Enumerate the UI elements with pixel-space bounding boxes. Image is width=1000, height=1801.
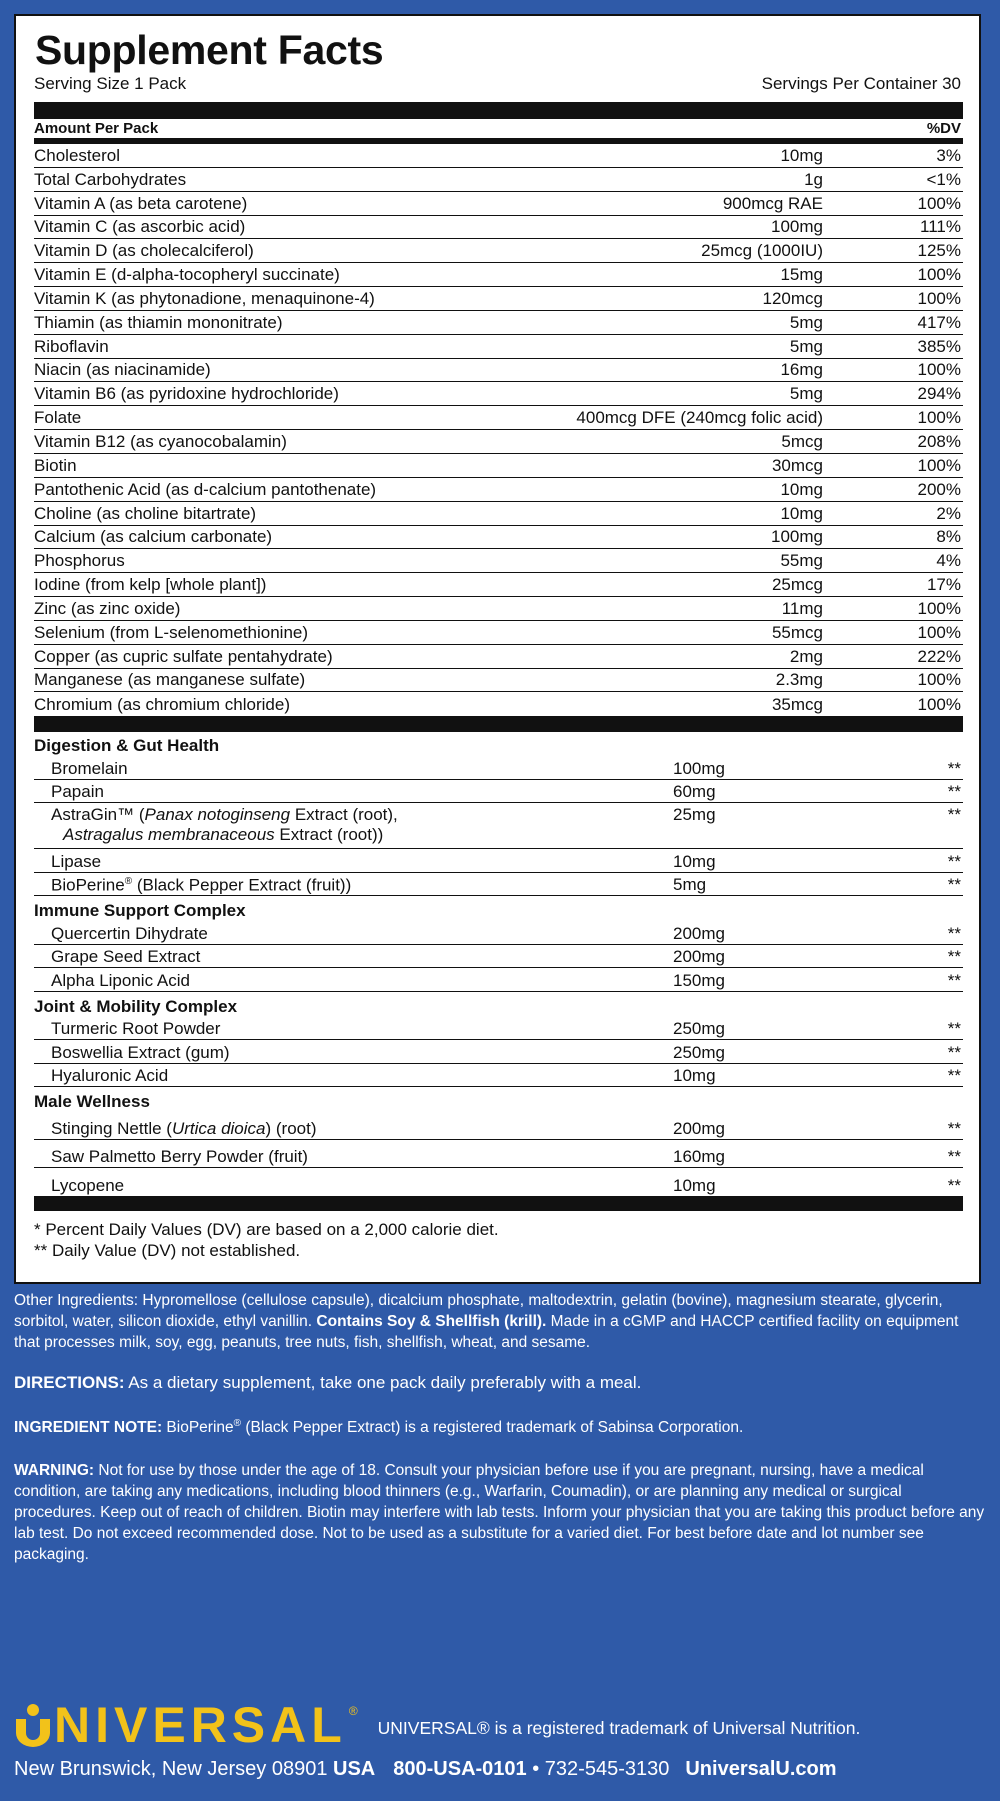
ingredient-dv: **	[947, 782, 961, 802]
nutrient-dv: 111%	[920, 217, 961, 237]
table-row	[34, 335, 963, 359]
table-row	[34, 968, 963, 992]
amount-per-pack-label: Amount Per Pack	[34, 120, 159, 137]
table-row	[34, 1168, 963, 1196]
ingredient-note-text: (Black Pepper Extract) is a registered trademark of Sabinsa Corporation.	[241, 1419, 744, 1437]
separator: •	[526, 1758, 545, 1780]
other-ingredients-text: Other Ingredients: Hypromellose (cellulose capsule), dicalcium phosphate, maltodextrin, gelatin (bovine), magnesium stearate, glycerin, sorbitol, water, silicon dioxide, ethyl vanillin.	[14, 1292, 943, 1330]
nutrient-amount: 100mg	[771, 527, 823, 547]
ingredient-name: Grape Seed Extract	[51, 947, 201, 967]
ingredient-dv: **	[947, 875, 961, 895]
other-ingredients	[14, 1290, 986, 1353]
nutrient-name: Cholesterol	[34, 145, 120, 165]
nutrient-amount: 10mg	[780, 479, 823, 499]
ingredient-name: Hyaluronic Acid	[51, 1066, 169, 1086]
supplement-facts-panel	[14, 14, 981, 1284]
table-row	[34, 1140, 963, 1168]
nutrient-amount: 15mg	[780, 265, 823, 285]
nutrient-name: Phosphorus	[34, 551, 125, 571]
nutrient-dv: <1%	[926, 169, 961, 189]
nutrient-amount: 100mg	[771, 217, 823, 237]
table-row	[34, 454, 963, 478]
nutrient-name: Chromium (as chromium chloride)	[34, 695, 291, 715]
nutrient-amount: 2mg	[789, 646, 823, 666]
table-row	[34, 192, 963, 216]
universal-logo	[14, 1697, 358, 1753]
name-part: (Black Pepper Extract (fruit))	[132, 875, 352, 895]
nutrient-table	[34, 144, 963, 716]
nutrient-amount: 400mcg DFE (240mcg folic acid)	[576, 408, 823, 428]
digestion-blend	[34, 734, 963, 896]
table-row	[34, 216, 963, 240]
ingredient-note-text: BioPerine	[162, 1419, 234, 1437]
nutrient-amount: 900mcg RAE	[722, 193, 823, 213]
table-row	[34, 526, 963, 550]
section-title-male: Male Wellness	[34, 1092, 150, 1112]
table-row	[34, 263, 963, 287]
nutrient-name: Riboflavin	[34, 336, 109, 356]
table-row	[34, 311, 963, 335]
ingredient-amount: 60mg	[673, 782, 716, 802]
nutrient-dv: 125%	[917, 241, 961, 261]
warning-label: WARNING:	[14, 1462, 95, 1479]
nutrient-name: Total Carbohydrates	[34, 169, 187, 189]
nutrient-name: Manganese (as manganese sulfate)	[34, 670, 306, 690]
ingredient-dv: **	[947, 1147, 961, 1167]
divider-bar	[34, 102, 963, 119]
ingredient-amount: 10mg	[673, 851, 716, 871]
table-row	[34, 430, 963, 454]
table-row	[34, 1017, 963, 1041]
country: USA	[333, 1758, 376, 1780]
nutrient-dv: 4%	[936, 551, 961, 571]
ingredient-dv: **	[947, 947, 961, 967]
nutrient-name: Vitamin B6 (as pyridoxine hydrochloride)	[34, 384, 339, 404]
ingredient-amount: 200mg	[673, 923, 725, 943]
directions-label: DIRECTIONS:	[14, 1373, 125, 1392]
nutrient-dv: 100%	[917, 622, 961, 642]
nutrient-dv: 100%	[917, 360, 961, 380]
directions-text: As a dietary supplement, take one pack daily preferably with a meal.	[124, 1373, 642, 1392]
ingredient-amount: 25mg	[673, 805, 716, 825]
ingredient-amount: 10mg	[673, 1176, 716, 1196]
name-part: AstraGin™ (	[51, 805, 145, 825]
registered-mark: ®	[124, 875, 133, 887]
nutrient-dv: 100%	[917, 193, 961, 213]
logo-u-icon	[14, 1703, 52, 1747]
address: New Brunswick, New Jersey 08901	[14, 1758, 334, 1780]
table-row	[34, 873, 963, 897]
nutrient-name: Copper (as cupric sulfate pentahydrate)	[34, 646, 333, 666]
divider-bar	[34, 716, 963, 732]
ingredient-amount: 10mg	[673, 1066, 716, 1086]
nutrient-dv: 294%	[917, 384, 961, 404]
name-part: Stinging Nettle (	[51, 1119, 172, 1139]
serving-info	[34, 74, 963, 94]
table-row	[34, 597, 963, 621]
table-row	[34, 692, 963, 716]
ingredient-dv: **	[947, 1066, 961, 1086]
servings-per-container: Servings Per Container 30	[761, 74, 961, 93]
ingredient-dv: **	[947, 758, 961, 778]
nutrient-amount: 2.3mg	[775, 670, 823, 690]
nutrient-name: Biotin	[34, 455, 77, 475]
name-part: Extract (root))	[274, 825, 384, 845]
ingredient-dv: **	[947, 970, 961, 990]
nutrient-name: Vitamin B12 (as cyanocobalamin)	[34, 431, 287, 451]
phone-local: 732-545-3130	[544, 1758, 670, 1780]
ingredient-name: Lycopene	[51, 1176, 125, 1196]
ingredient-name: Papain	[51, 782, 104, 802]
table-row	[34, 645, 963, 669]
facility-statement: Made in a cGMP and HACCP certified facility on equipment that processes milk, soy, egg, peanuts, tree nuts, fish, shellfish, wheat, and sesame.	[14, 1313, 959, 1351]
ingredient-amount: 100mg	[673, 758, 725, 778]
nutrient-dv: 222%	[917, 646, 961, 666]
nutrient-name: Pantothenic Acid (as d-calcium pantothenate)	[34, 479, 377, 499]
ingredient-name: Bromelain	[51, 758, 128, 778]
ingredient-dv: **	[947, 1176, 961, 1196]
name-part: Extract (root),	[290, 805, 398, 825]
nutrient-name: Vitamin K (as phytonadione, menaquinone-4)	[34, 288, 375, 308]
nutrient-amount: 1g	[804, 169, 823, 189]
nutrient-amount: 25mcg (1000IU)	[701, 241, 823, 261]
table-row	[34, 406, 963, 430]
nutrient-name: Vitamin C (as ascorbic acid)	[34, 217, 246, 237]
nutrient-name: Iodine (from kelp [whole plant])	[34, 575, 267, 595]
ingredient-name: Lipase	[51, 851, 102, 871]
not-established-footnote: ** Daily Value (DV) not established.	[34, 1241, 301, 1261]
joint-blend	[34, 995, 963, 1088]
nutrient-amount: 55mg	[780, 551, 823, 571]
ingredient-dv: **	[947, 1019, 961, 1039]
table-row	[34, 168, 963, 192]
section-title-joint: Joint & Mobility Complex	[34, 996, 238, 1016]
nutrient-dv: 100%	[917, 408, 961, 428]
amount-header	[34, 119, 963, 144]
name-part: ) (root)	[265, 1119, 317, 1139]
nutrient-amount: 11mg	[781, 598, 823, 618]
nutrient-amount: 16mg	[780, 360, 823, 380]
table-row	[34, 849, 963, 873]
brand-row	[14, 1697, 986, 1753]
ingredient-amount: 5mg	[673, 875, 707, 895]
nutrient-name: Vitamin D (as cholecalciferol)	[34, 241, 254, 261]
ingredient-amount: 160mg	[673, 1147, 725, 1167]
nutrient-dv: 2%	[936, 503, 961, 523]
male-wellness-blend	[34, 1090, 963, 1196]
section-title-immune: Immune Support Complex	[34, 901, 246, 921]
ingredient-name: Saw Palmetto Berry Powder (fruit)	[51, 1147, 308, 1167]
nutrient-amount: 5mg	[789, 336, 823, 356]
ingredient-name: Quercertin Dihydrate	[51, 923, 208, 943]
nutrient-dv: 8%	[936, 527, 961, 547]
panel-title: Supplement Facts	[35, 27, 384, 73]
ingredient-name	[51, 1119, 673, 1139]
nutrient-name: Vitamin A (as beta carotene)	[34, 193, 248, 213]
nutrient-amount: 120mcg	[762, 288, 823, 308]
dv-header: %DV	[926, 120, 961, 137]
nutrient-dv: 100%	[917, 670, 961, 690]
allergen-statement: Contains Soy & Shellfish (krill).	[316, 1313, 547, 1330]
ingredient-dv: **	[947, 805, 961, 825]
table-row	[34, 780, 963, 804]
nutrient-amount: 30mcg	[771, 455, 823, 475]
ingredient-dv: **	[947, 923, 961, 943]
nutrient-amount: 10mg	[780, 503, 823, 523]
nutrient-name: Niacin (as niacinamide)	[34, 360, 211, 380]
nutrient-name: Folate	[34, 408, 82, 428]
nutrient-dv: 100%	[917, 455, 961, 475]
nutrient-dv: 100%	[917, 695, 961, 715]
ingredient-note	[14, 1418, 986, 1437]
nutrient-amount: 25mcg	[771, 575, 823, 595]
trademark-notice: UNIVERSAL® is a registered trademark of Universal Nutrition.	[377, 1717, 861, 1738]
table-row	[34, 669, 963, 693]
nutrient-name: Vitamin E (d-alpha-tocopheryl succinate)	[34, 265, 340, 285]
ingredient-name: Turmeric Root Powder	[51, 1019, 221, 1039]
ingredient-dv: **	[947, 851, 961, 871]
serving-size: Serving Size 1 Pack	[34, 74, 187, 93]
name-part-italic: Urtica dioica	[171, 1119, 266, 1139]
ingredient-amount: 200mg	[673, 1119, 725, 1139]
nutrient-name: Choline (as choline bitartrate)	[34, 503, 257, 523]
ingredient-dv: **	[947, 1119, 961, 1139]
nutrient-dv: 200%	[917, 479, 961, 499]
logo-text: NIVERSAL	[54, 1697, 347, 1753]
nutrient-name: Zinc (as zinc oxide)	[34, 598, 181, 618]
nutrient-name: Selenium (from L-selenomethionine)	[34, 622, 309, 642]
divider-bar	[34, 1196, 963, 1211]
table-row	[34, 921, 963, 945]
dv-footnote: * Percent Daily Values (DV) are based on a 2,000 calorie diet.	[34, 1220, 499, 1240]
table-row	[34, 1040, 963, 1064]
section-title-digestion: Digestion & Gut Health	[34, 736, 220, 756]
table-row	[34, 144, 963, 168]
table-row	[34, 621, 963, 645]
registered-mark: ®	[233, 1418, 242, 1429]
table-row	[34, 945, 963, 969]
nutrient-amount: 5mg	[789, 384, 823, 404]
table-row	[34, 239, 963, 263]
name-part-italic: Astragalus membranaceous	[63, 825, 275, 845]
name-part: BioPerine	[51, 875, 125, 895]
ingredient-name: Alpha Liponic Acid	[51, 970, 190, 990]
logo-registered-mark: ®	[348, 1704, 358, 1718]
nutrient-name: Thiamin (as thiamin mononitrate)	[34, 312, 283, 332]
table-row	[34, 756, 963, 780]
table-row	[34, 573, 963, 597]
website-link[interactable]: UniversalU.com	[685, 1758, 837, 1780]
ingredient-amount: 200mg	[673, 947, 725, 967]
ingredient-dv: **	[947, 1042, 961, 1062]
ingredient-name: Boswellia Extract (gum)	[51, 1042, 230, 1062]
nutrient-amount: 55mcg	[771, 622, 823, 642]
immune-blend	[34, 899, 963, 992]
ingredient-amount: 250mg	[673, 1019, 725, 1039]
nutrient-dv: 100%	[917, 288, 961, 308]
table-row	[34, 382, 963, 406]
table-row	[34, 502, 963, 526]
name-part-italic: Panax notoginseng	[144, 805, 291, 825]
nutrient-dv: 17%	[926, 575, 961, 595]
nutrient-dv: 417%	[917, 312, 961, 332]
table-row	[34, 1112, 963, 1140]
nutrient-name: Calcium (as calcium carbonate)	[34, 527, 273, 547]
table-row	[34, 803, 963, 849]
table-row	[34, 287, 963, 311]
nutrient-amount: 35mcg	[771, 695, 823, 715]
warning	[14, 1460, 986, 1565]
contact-info	[14, 1758, 986, 1781]
ingredient-amount: 250mg	[673, 1042, 725, 1062]
nutrient-dv: 208%	[917, 431, 961, 451]
nutrient-dv: 100%	[917, 265, 961, 285]
ingredient-note-label: INGREDIENT NOTE:	[14, 1419, 163, 1437]
ingredient-name	[51, 805, 673, 845]
phone-tollfree: 800-USA-0101	[393, 1758, 527, 1780]
table-row	[34, 1064, 963, 1088]
warning-text: Not for use by those under the age of 18. Consult your physician before use if you are pregnant, nursing, have a medical condition, are taking any medications, including blood thinners (e.g., Warfarin, Coumadin), or are planning any medical or surgical procedures. Keep out of reach of children. Biotin may interfere with lab tests. Inform your physician that you are taking this product before any lab test. Do not exceed recommended dose. Not to be used as a substitute for a varied diet. For best before date and lot number see packaging.	[14, 1462, 985, 1563]
nutrient-amount: 5mcg	[781, 431, 823, 451]
nutrient-amount: 10mg	[780, 145, 823, 165]
directions	[14, 1373, 986, 1393]
ingredient-name	[51, 872, 673, 896]
nutrient-amount: 5mg	[789, 312, 823, 332]
ingredient-amount: 150mg	[673, 970, 725, 990]
table-row	[34, 549, 963, 573]
nutrient-dv: 100%	[917, 598, 961, 618]
table-row	[34, 478, 963, 502]
table-row	[34, 359, 963, 383]
nutrient-dv: 385%	[917, 336, 961, 356]
nutrient-dv: 3%	[936, 145, 961, 165]
